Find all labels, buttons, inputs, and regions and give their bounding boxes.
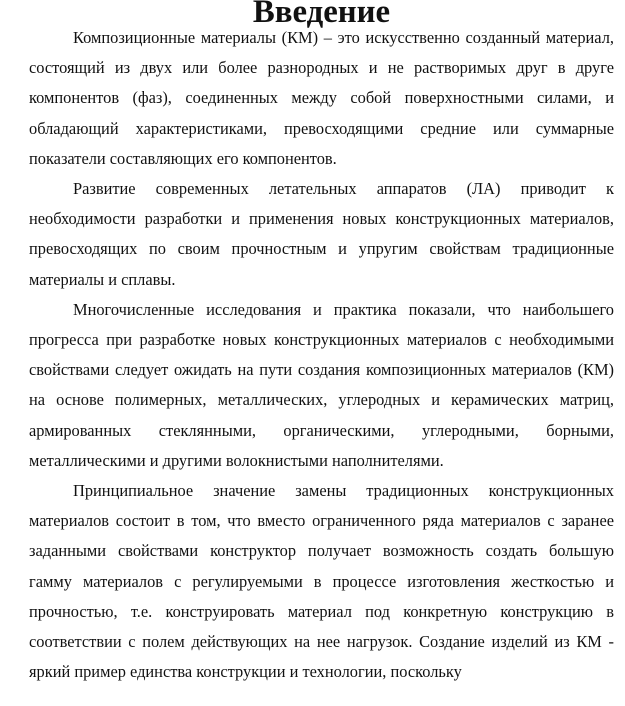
paragraph-research-practice: Многочисленные исследования и практика показали, что наибольшего прогресса при разработке новых конструкционных материалов с необходимыми свойствами следует ожидать на пути создания композиционных материалов (КМ) на основе полимерных, металлических, углеродных и керамических матриц, армированных стеклянными, органическими, углеродными, борными, металлическими и другими волокнистыми наполнителями. (29, 299, 614, 470)
page-title: Введение (252, 0, 391, 30)
document-page (29, 0, 614, 687)
paragraph-aircraft-development: Развитие современных летательных аппаратов (ЛА) приводит к необходимости разработки и применения новых конструкционных материалов, превосходящих по своим прочностным и упругим свойствам традиционные материалы и сплавы. (29, 179, 614, 289)
paragraph-principal-significance: Принципиальное значение замены традиционных конструкционных материалов состоит в том, что вместо ограниченного ряда материалов с заранее заданными свойствами конструктор получает возможность создать большую гамму материалов с регулируемыми в процессе изготовления жесткостью и прочностью, т.е. конструировать материал под конкретную конструкцию в соответствии с полем действующих на нее нагрузок. Создание изделий из КМ - яркий пример единства конструкции и технологии, поскольку (29, 481, 614, 682)
paragraph-definition: Композиционные материалы (КМ) – это искусственно созданный материал, состоящий из двух или более разнородных и не растворимых друг в друге компонентов (фаз), соединенных между собой поверхностными силами, и обладающий характеристиками, превосходящими средние или суммарные показатели составляющих его компонентов. (29, 28, 614, 168)
